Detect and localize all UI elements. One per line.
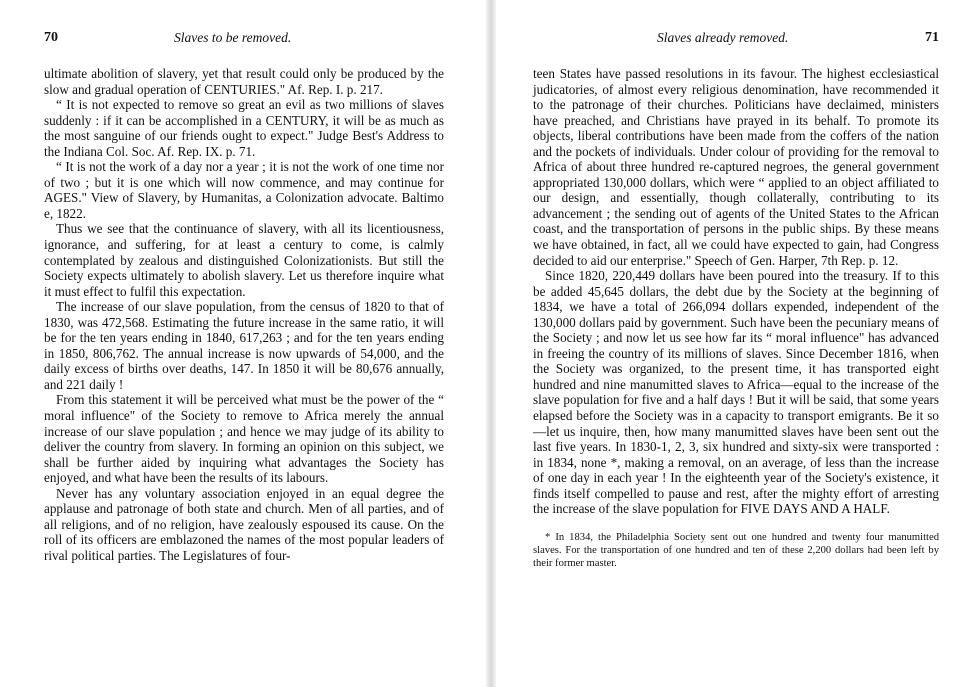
paragraph: Never has any voluntary association enjoyed in an equal degree the applause and patronage of both state and church. Men of all parties, and of all religions, and of no religion, have zealously espoused its cause. On the roll of its officers are emblazoned the names of the most popular leaders of rival political parties. The Legislatures of four-	[44, 485, 444, 563]
paragraph: ultimate abolition of slavery, yet that result could only be produced by the slow and gradual operation of CENTURIES." Af. Rep. I. p. 217.	[44, 66, 444, 97]
footnote	[533, 531, 939, 570]
running-head: Slaves to be removed.	[174, 30, 292, 45]
running-head: Slaves already removed.	[657, 30, 789, 45]
paragraph: From this statement it will be perceived what must be the power of the “ moral influence" of the Society to remove to Africa merely the annual increase of our slave population ; and hence we may judge of its ability to deliver the country from slavery. In forming an opinion on this subject, we shall be further aided by inquiring what advantages the Society has enjoyed, and what have been the results of its labours.	[44, 392, 444, 486]
paragraph: Since 1820, 220,449 dollars have been poured into the treasury. If to this be added 45,645 dollars, the debt due by the Society at the beginning of 1834, we have a total of 266,094 dollars expended, independent of the 130,000 dollars paid by government. Such have been the pecuniary means of the Society ; and now let us see how far its “ moral influence" has advanced in freeing the country of its millions of slaves. Since December 1816, when the Society was organized, to the present time, it has transported eight hundred and nine manumitted slaves to Africa—equal to the increase of the slave population for five and a half days ! But it will be said, that some years elapsed before the Society was in a capacity to transport emigrants. Be it so—let us inquire, then, how many manumitted slaves have been sent out the last five years. In 1830-1, 2, 3, six hundred and sixty-six were transported : in 1834, none *, making a removal, on an average, of less than the increase of one day in each year ! In the eighteenth year of the Society's existence, it finds itself compelled to pause and rest, after the mighty effort of arresting the increase of the slave population for FIVE DAYS AND A HALF.	[533, 268, 939, 517]
paragraph: “ It is not the work of a day nor a year ; it is not the work of one time nor of two ; but it is one which will now commence, and may continue for AGES." View of Slavery, by Humanitas, a Colonization advocate. Baltimo e, 1822.	[44, 159, 444, 221]
footnote-text: * In 1834, the Philadelphia Society sent out one hundred and twenty four manumitted slaves. For the transportation of one hundred and ten of these 2,200 dollars had been left by their former master.	[533, 531, 939, 569]
paragraph: The increase of our slave population, from the census of 1820 to that of 1830, was 472,568. Estimating the future increase in the same ratio, it will be for the ten years ending in 1840, 617,263 ; and for the ten years ending in 1850, 806,762. The annual increase is now upwards of 54,000, and the daily excess of births over deaths, 147. In 1850 it will be 80,676 annually, and 221 daily !	[44, 299, 444, 392]
page-number: 71	[925, 30, 939, 45]
paragraph: teen States have passed resolutions in its favour. The highest ecclesiastical judicatories, of almost every religious denomination, have recommended it to the patronage of their churches. Politicians have declaimed, ministers have preached, and Christians have prayed in its behalf. To promote its objects, liberal contributions have been made from the coffers of the nation and the pockets of individuals. Under colour of providing for the removal to Africa of about three hundred re-captured negroes, the general government appropriated 130,000 dollars, which were “ applied to an object affiliated to our design, and essentially, though collaterally, contributing to its advancement ; the sending out of agents of the United States to the African coast, and the transportation of persons in the public ships. By these means we have obtained, in fact, all we could have expected to gain, had Congress decided to aid our enterprise." Speech of Gen. Harper, 7th Rep. p. 12.	[533, 66, 939, 268]
page-number: 70	[44, 30, 58, 45]
right-page	[533, 30, 939, 570]
paragraph: “ It is not expected to remove so great an evil as two millions of slaves suddenly : if it can be accomplished in a CENTURY, it will be as much as the most sanguine of our friends ought to expect." Judge Best's Address to the Indiana Col. Soc. Af. Rep. IX. p. 71.	[44, 97, 444, 159]
right-page-body	[533, 66, 939, 517]
right-page-header	[533, 30, 939, 52]
left-page-header	[44, 30, 444, 52]
left-page-body	[44, 66, 444, 564]
paragraph: Thus we see that the continuance of slavery, with all its licentiousness, ignorance, and suffering, for at least a century to come, is calmly contemplated by zealous and distinguished Colonizationists. But still the Society expects ultimately to abolish slavery. Let us therefore inquire what it must effect to fulfil this expectation.	[44, 221, 444, 299]
book-gutter	[486, 0, 496, 687]
left-page	[44, 30, 444, 564]
